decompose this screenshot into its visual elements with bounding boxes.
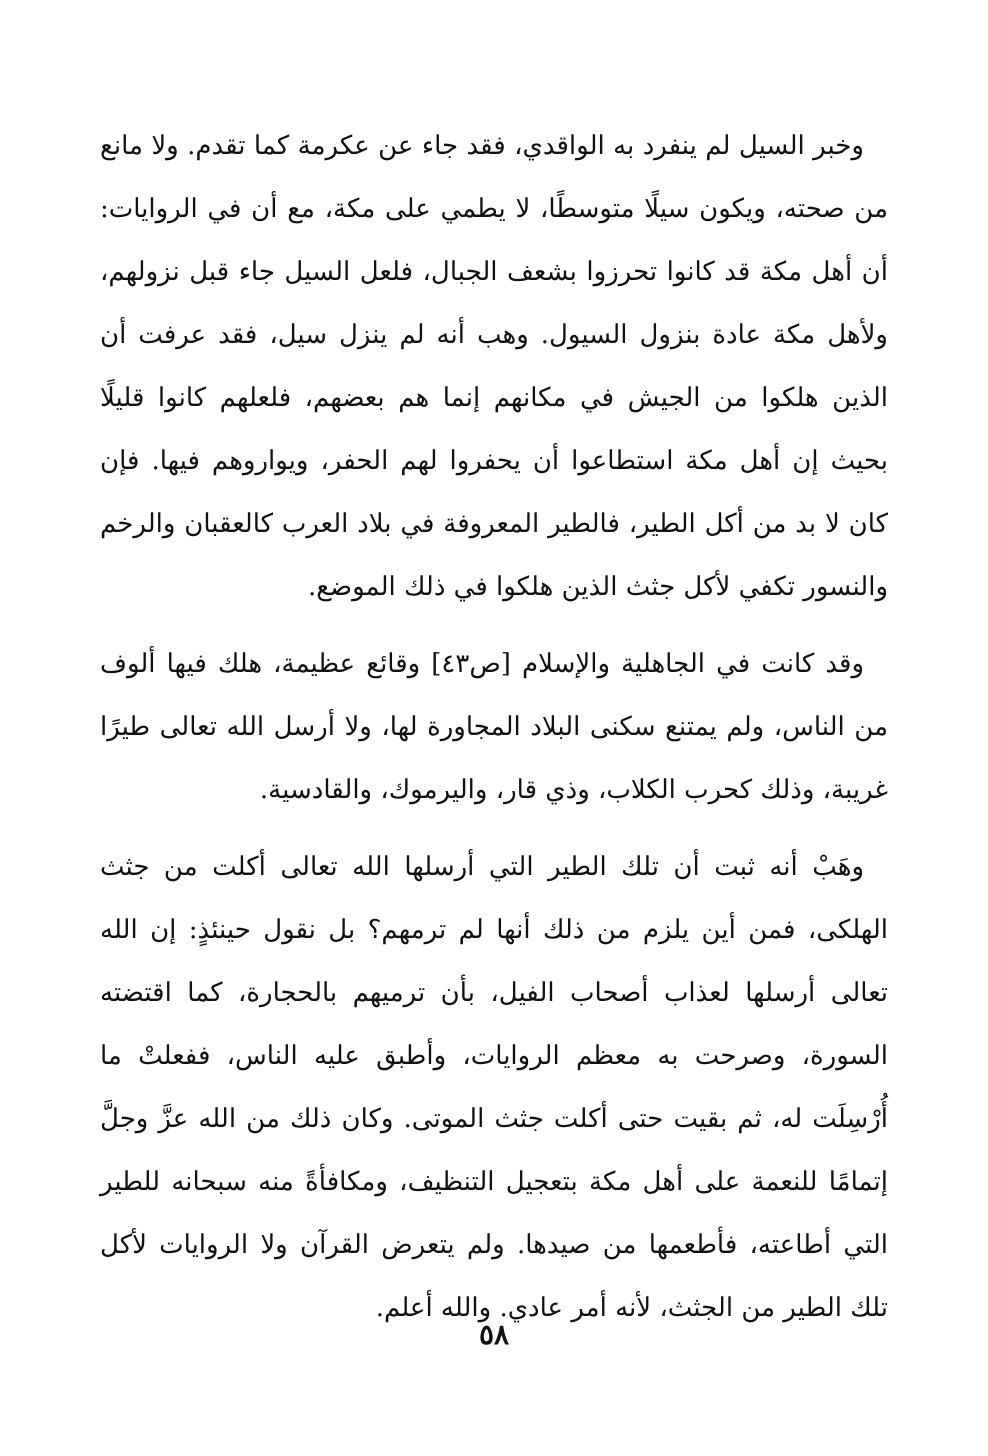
page-number: ٥٨: [478, 1318, 510, 1351]
body-text: [100, 115, 888, 1340]
paragraph-3: وهَبْ أنه ثبت أن تلك الطير التي أرسلها الله تعالى أكلت من جثث الهلكى، فمن أين يلزم من ذلك أنها لم ترمهم؟ بل نقول حينئذٍ: إن الله تعالى أرسلها لعذاب أصحاب الفيل، بأن ترميهم بالحجارة، كما اقتضته السورة، وصرحت به معظم الروايات، وأطبق عليه الناس، ففعلتْ ما أُرْسِلَت له، ثم بقيت حتى أكلت جثث الموتى. وكان ذلك من الله عزَّ وجلَّ إتمامًا للنعمة على أهل مكة بتعجيل التنظيف، ومكافأةً منه سبحانه للطير التي أطاعته، فأطعمها من صيدها. ولم يتعرض القرآن ولا الروايات لأكل تلك الطير من الجثث، لأنه أمر عادي. والله أعلم.: [100, 852, 888, 1323]
paragraph-1: وخبر السيل لم ينفرد به الواقدي، فقد جاء عن عكرمة كما تقدم. ولا مانع من صحته، ويكون سيلًا متوسطًا، لا يطمي على مكة، مع أن في الروايات: أن أهل مكة قد كانوا تحرزوا بشعف الجبال، فلعل السيل جاء قبل نزولهم، ولأهل مكة عادة بنزول السيول. وهب أنه لم ينزل سيل، فقد عرفت أن الذين هلكوا من الجيش في مكانهم إنما هم بعضهم، فلعلهم كانوا قليلًا بحيث إن أهل مكة استطاعوا أن يحفروا لهم الحفر، ويواروهم فيها. فإن كان لا بد من أكل الطير، فالطير المعروفة في بلاد العرب كالعقبان والرخم والنسور تكفي لأكل جثث الذين هلكوا في ذلك الموضع.: [100, 131, 889, 602]
paragraph-2: وقد كانت في الجاهلية والإسلام [ص٤٣] وقائع عظيمة، هلك فيها ألوف من الناس، ولم يمتنع سكنى البلاد المجاورة لها، ولا أرسل الله تعالى طيرًا غريبة، وذلك كحرب الكلاب، وذي قار، واليرموك، والقادسية.: [100, 649, 888, 805]
